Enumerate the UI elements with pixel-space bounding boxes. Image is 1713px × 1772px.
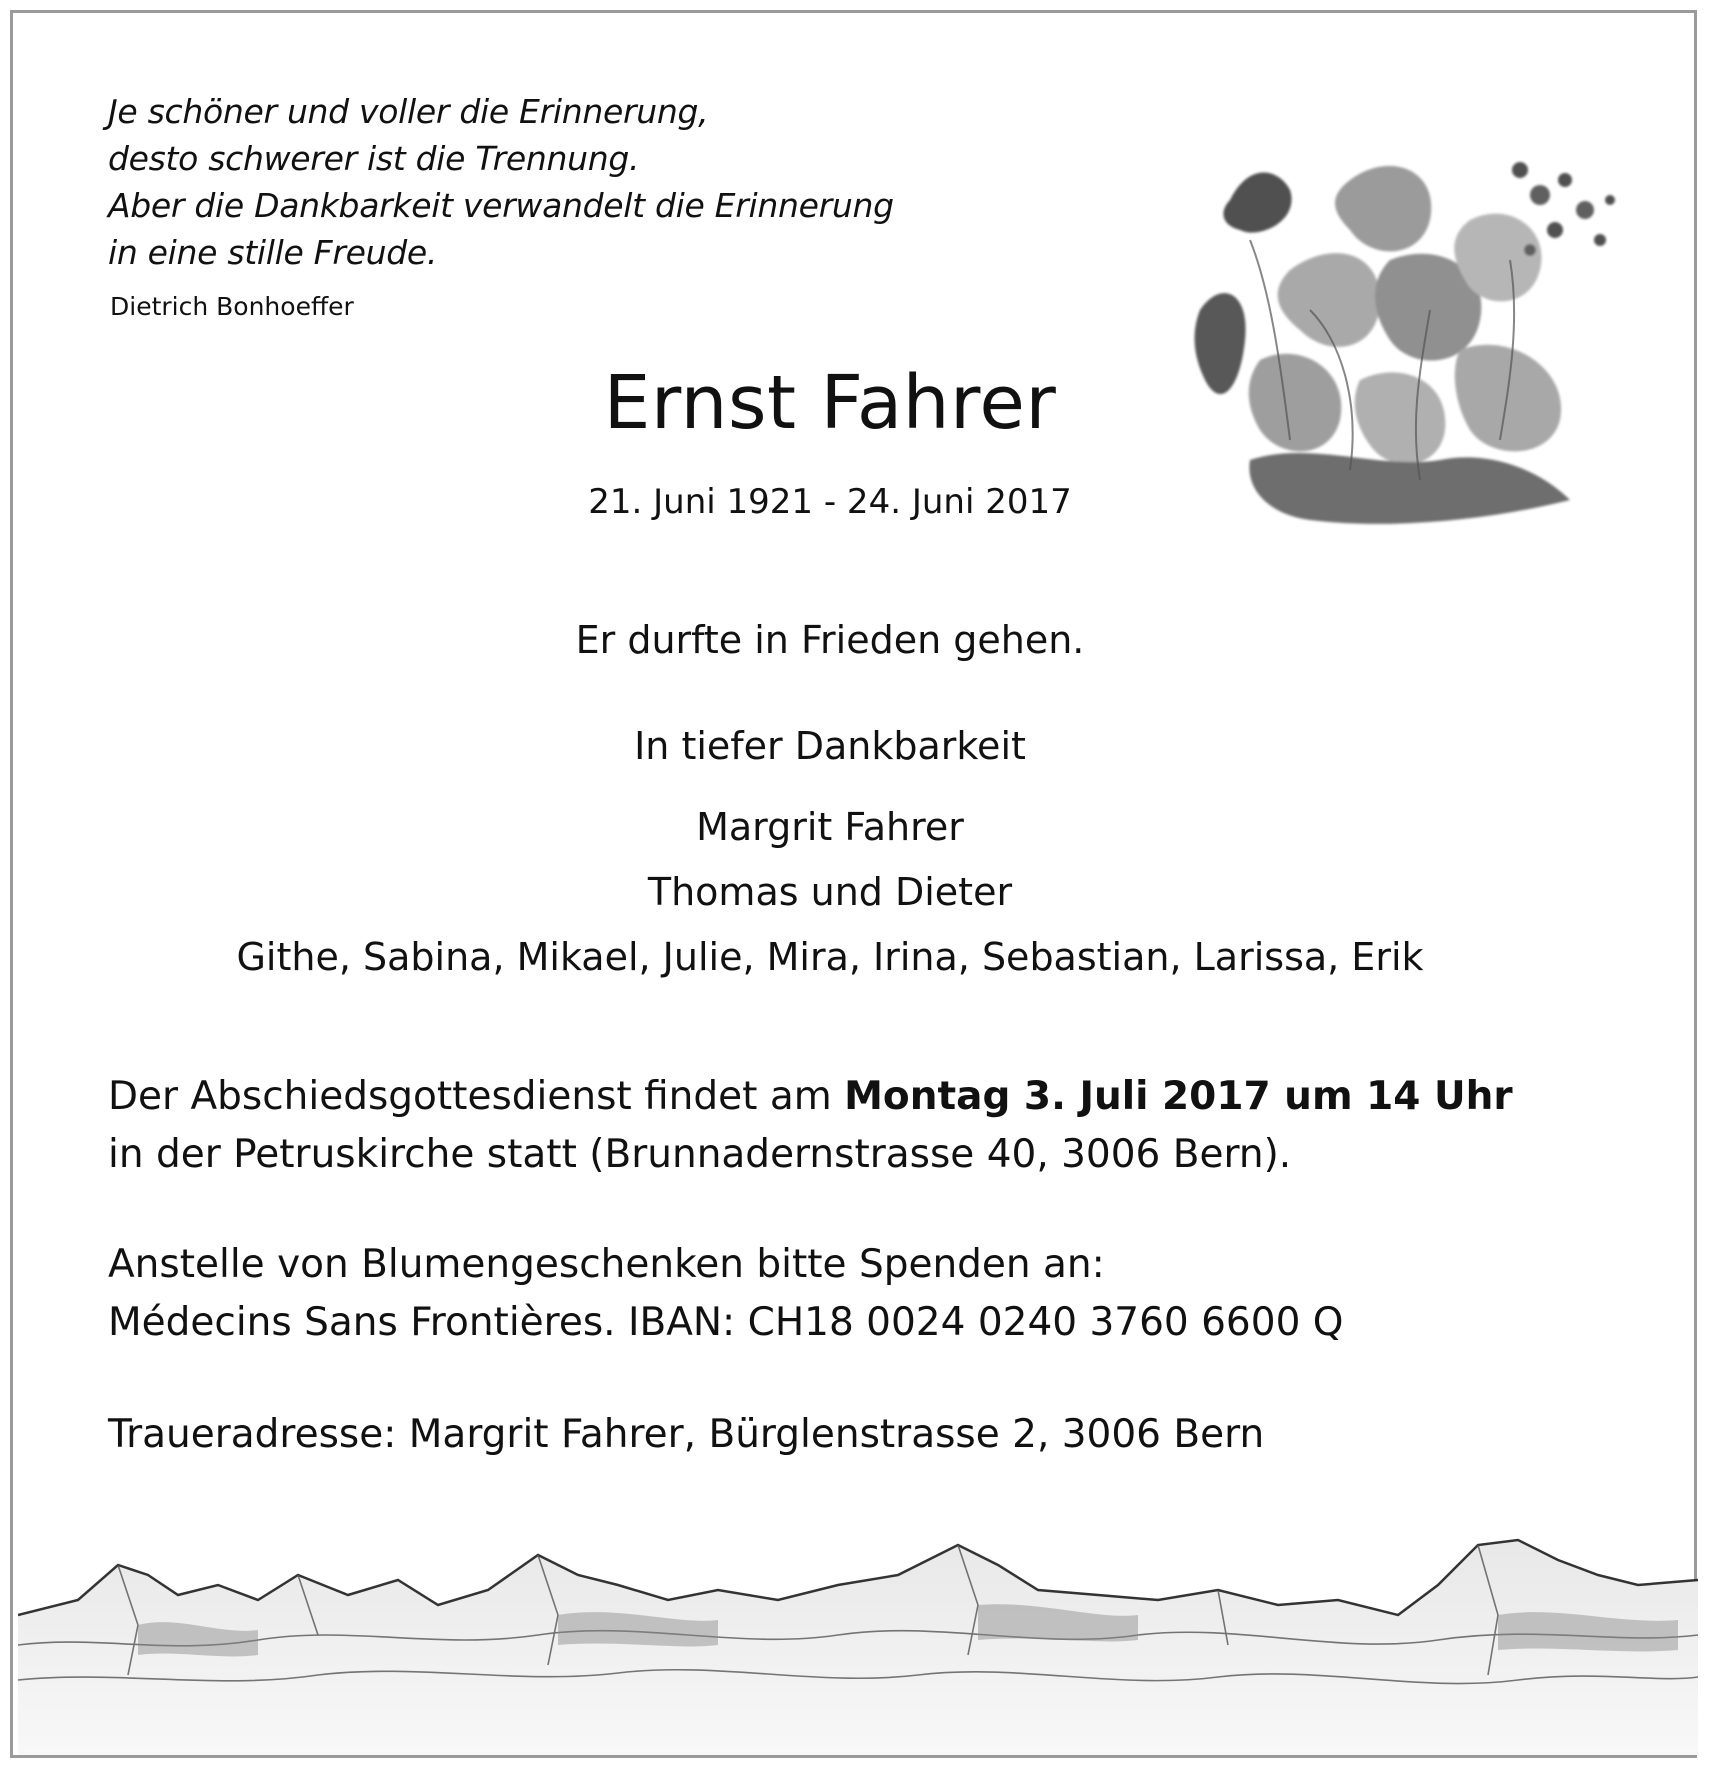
farewell-message: Er durfte in Frieden gehen.: [575, 618, 1085, 662]
service-prefix: Der Abschiedsgottesdienst findet am: [108, 1074, 845, 1119]
mourner-line: Margrit Fahrer: [696, 805, 964, 849]
mourning-address: Traueradresse: Margrit Fahrer, Bürglenstrasse 2, 3006 Bern: [108, 1412, 1265, 1457]
deceased-name: Ernst Fahrer: [603, 360, 1057, 446]
mourners-intro: In tiefer Dankbarkeit: [634, 724, 1026, 768]
donation-details: Médecins Sans Frontières. IBAN: CH18 0024 0240 3760 6600 Q: [108, 1300, 1344, 1345]
quote: [108, 88, 894, 276]
quote-line: desto schwerer ist die Trennung.: [108, 139, 640, 178]
donation-request: Anstelle von Blumengeschenken bitte Spenden an:: [108, 1242, 1105, 1287]
service-location: in der Petruskirche statt (Brunnadernstrasse 40, 3006 Bern).: [108, 1132, 1292, 1177]
mourner-line: Thomas und Dieter: [647, 870, 1013, 914]
service-announcement: [108, 1074, 1513, 1119]
mourner-line: Githe, Sabina, Mikael, Julie, Mira, Irina, Sebastian, Larissa, Erik: [236, 935, 1424, 979]
service-date-time: Montag 3. Juli 2017 um 14 Uhr: [844, 1074, 1513, 1119]
quote-author: Dietrich Bonhoeffer: [110, 292, 354, 321]
quote-line: Aber die Dankbarkeit verwandelt die Erinnerung: [108, 186, 894, 225]
mountain-illustration: [18, 1505, 1698, 1755]
quote-line: Je schöner und voller die Erinnerung,: [108, 92, 709, 131]
life-dates: 21. Juni 1921 - 24. Juni 2017: [588, 482, 1072, 522]
quote-line: in eine stille Freude.: [108, 233, 438, 272]
